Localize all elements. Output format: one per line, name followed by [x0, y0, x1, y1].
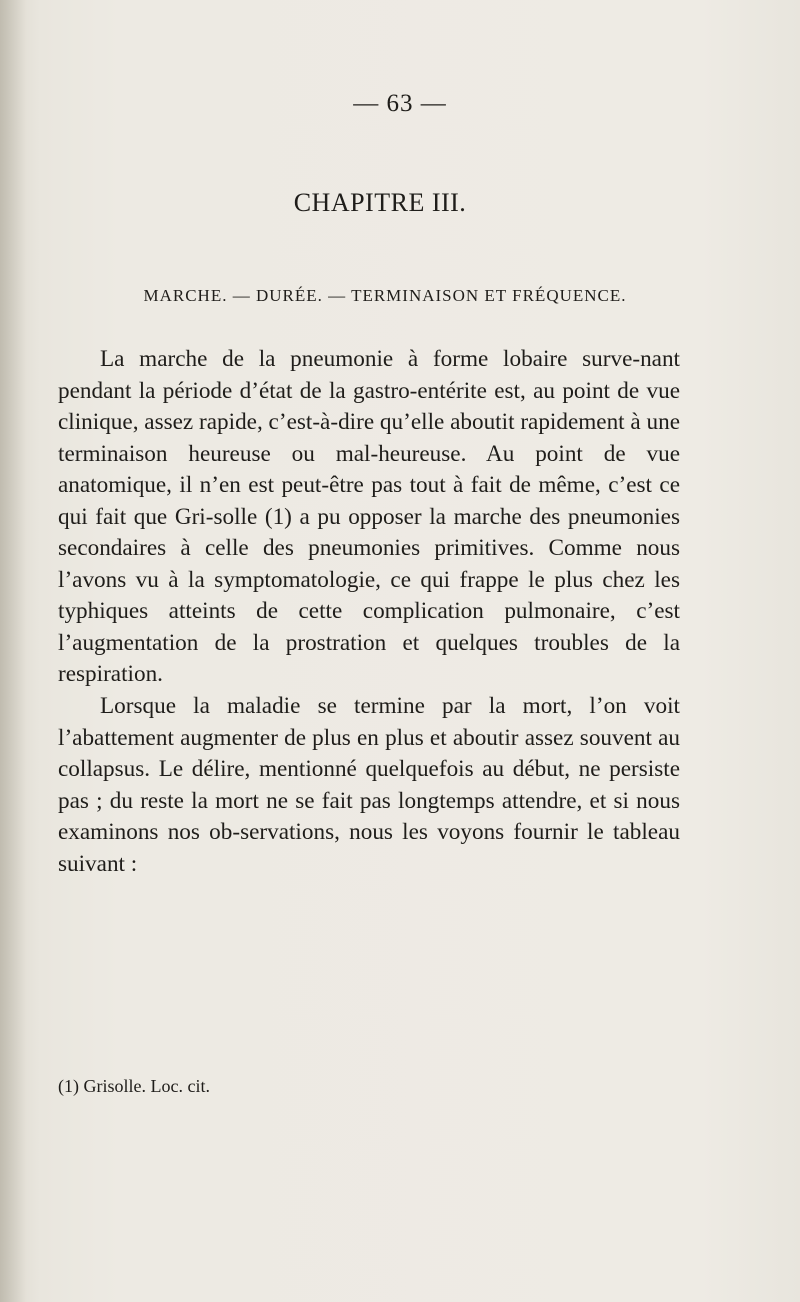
body-text: [58, 344, 680, 880]
page-number: — 63 —: [353, 90, 447, 117]
paragraph: Lorsque la maladie se termine par la mort, l’on voit l’abattement augmenter de plus en plus et aboutir assez souvent au collapsus. Le délire, mentionné quelquefois au début, ne persiste pas ; du reste la mort ne se fait pas longtemps attendre, et si nous examinons nos ob-servations, nous les voyons fournir le tableau suivant :: [58, 693, 680, 877]
chapter-subtitle: MARCHE. — DURÉE. — TERMINAISON ET FRÉQUENCE.: [143, 286, 627, 305]
paragraph: La marche de la pneumonie à forme lobaire surve-nant pendant la période d’état de la gastro-entérite est, au point de vue clinique, assez rapide, c’est-à-dire qu’elle aboutit rapidement à une terminaison heureuse ou mal-heureuse. Au point de vue anatomique, il n’en est peut-être pas tout à fait de même, c’est ce qui fait que Gri-solle (1) a pu opposer la marche des pneumonies secondaires à celle des pneumonies primitives. Comme nous l’avons vu à la symptomatologie, ce qui frappe le plus chez les typhiques atteints de cette complication pulmonaire, c’est l’augmentation de la prostration et quelques troubles de la respiration.: [58, 346, 680, 688]
chapter-title: CHAPITRE III.: [293, 188, 467, 217]
footnote: (1) Grisolle. Loc. cit.: [58, 1076, 210, 1096]
